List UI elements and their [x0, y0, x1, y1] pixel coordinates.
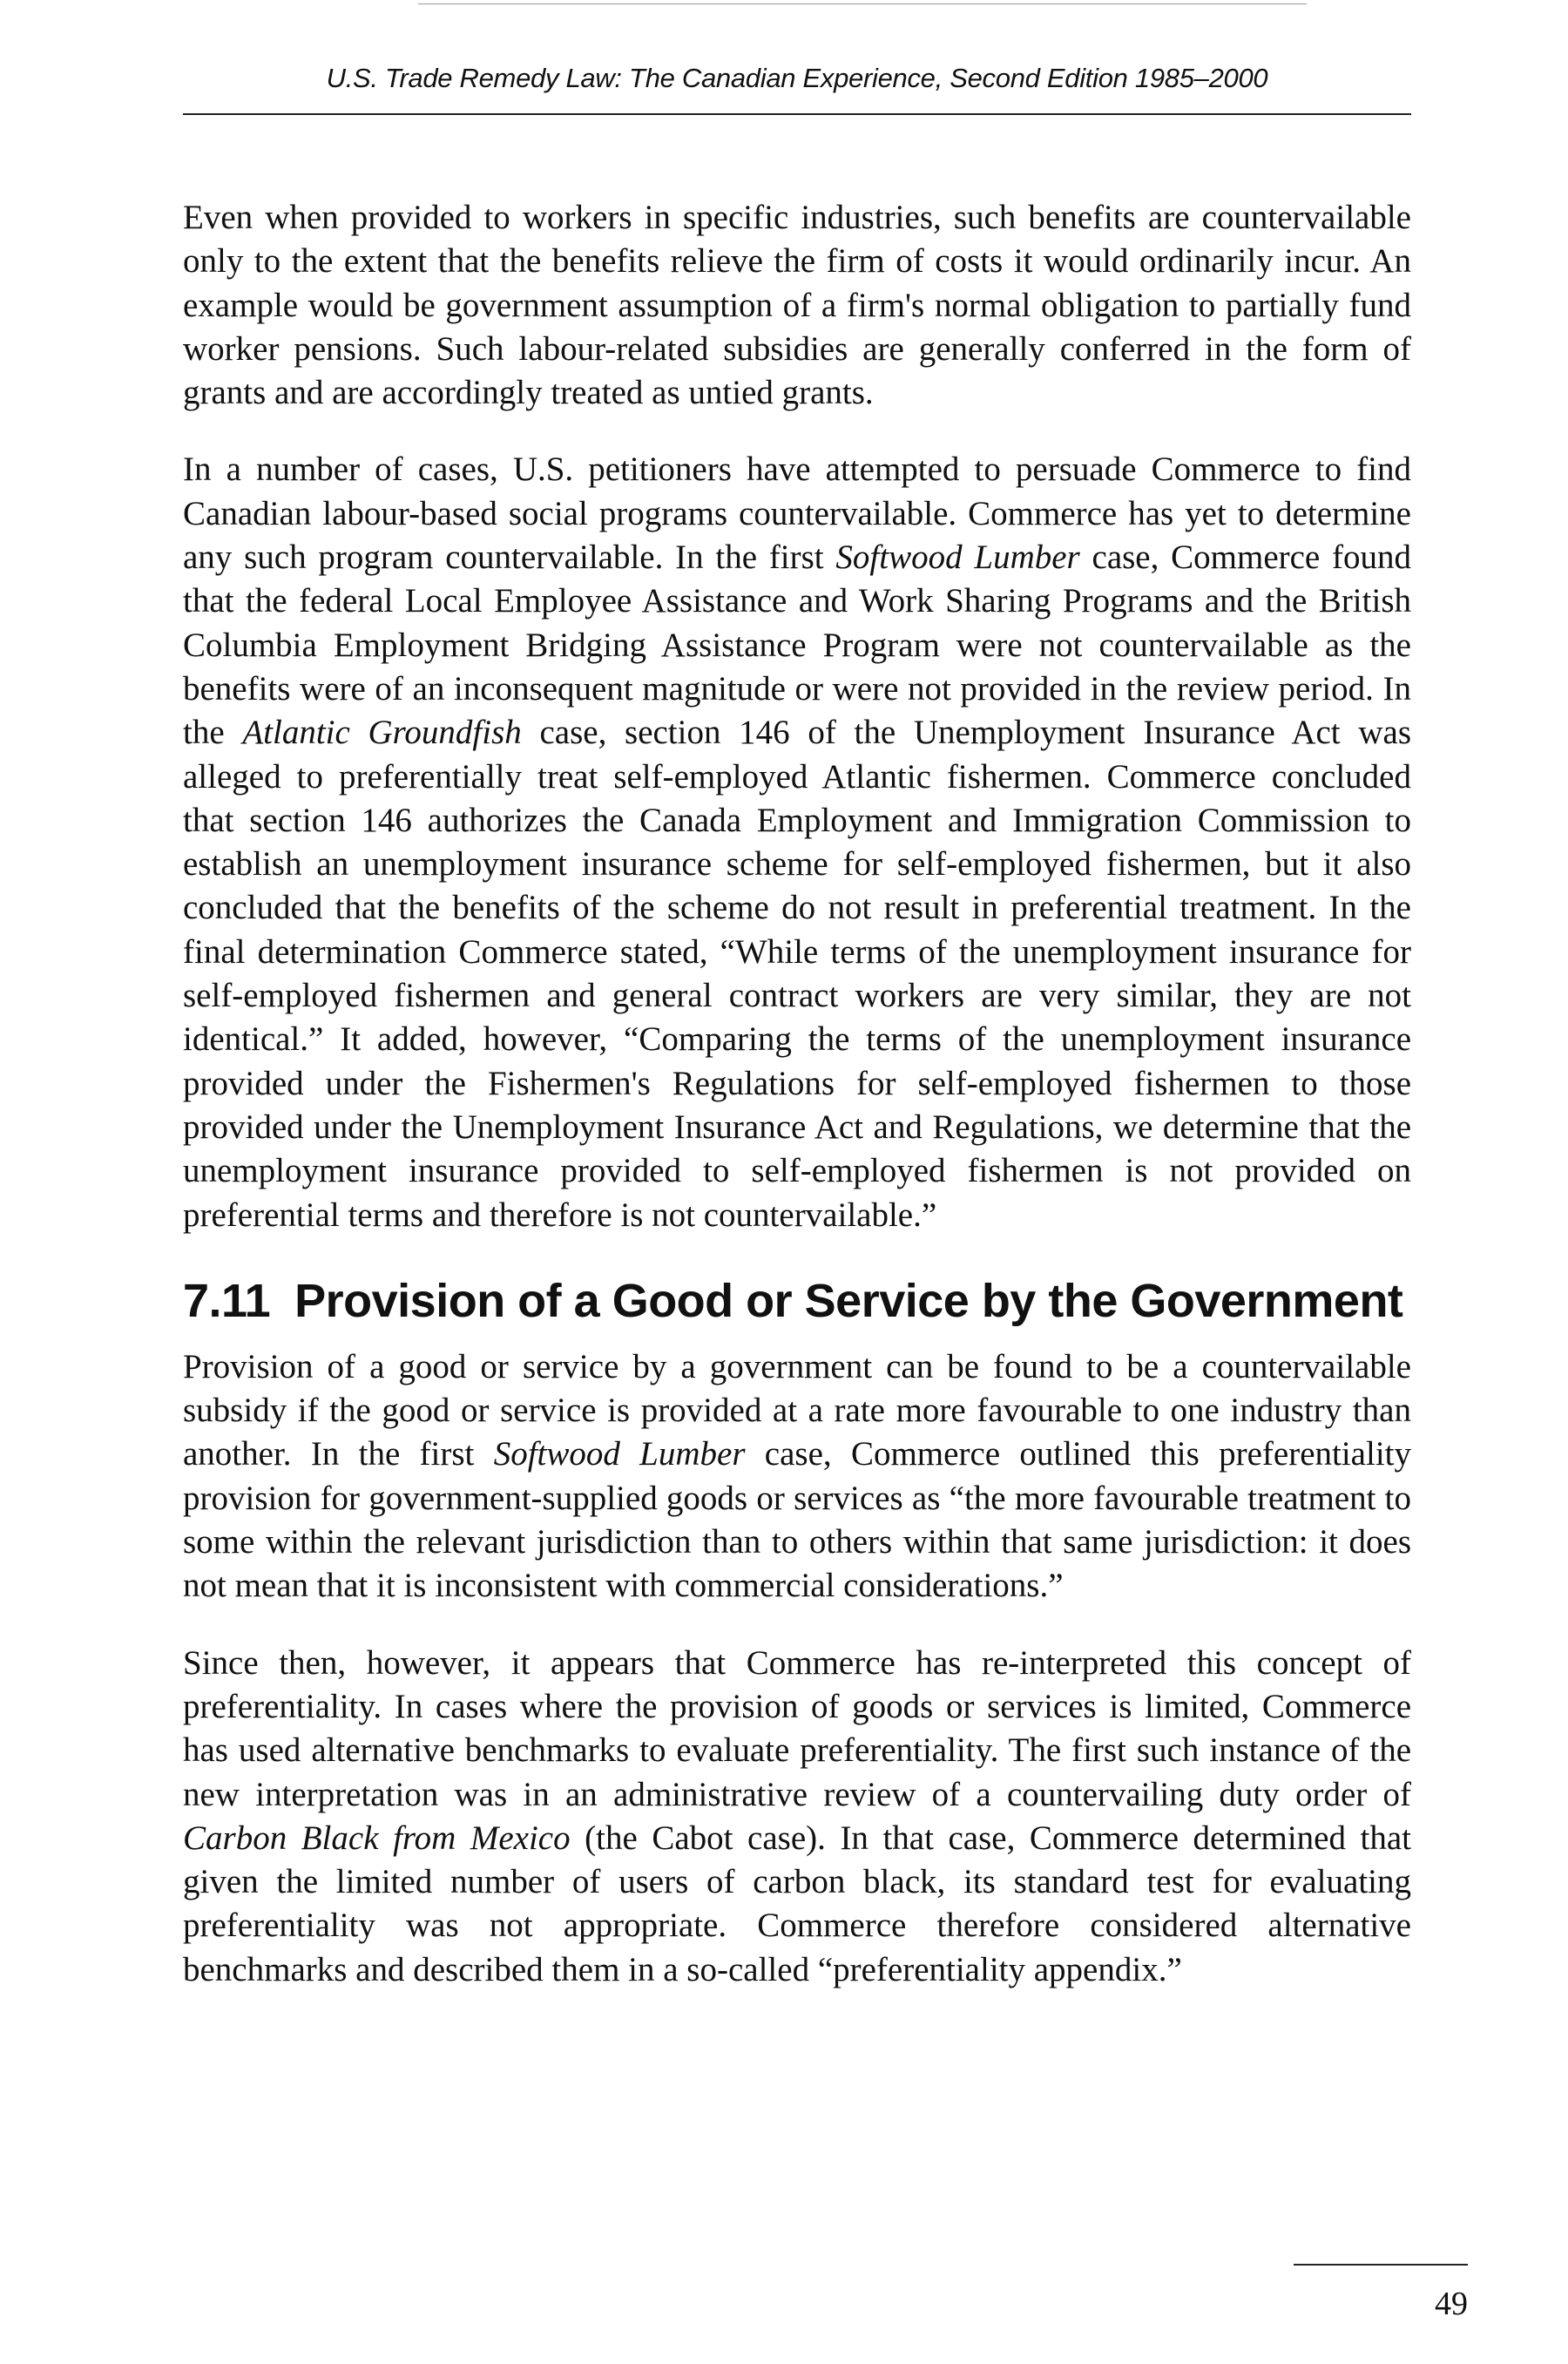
case-name-softwood-lumber: Softwood Lumber	[835, 539, 1080, 577]
section-number: 7.11	[183, 1274, 271, 1327]
scan-top-edge-line	[418, 3, 1307, 4]
footer-rule	[1294, 2264, 1468, 2266]
running-header: U.S. Trade Remedy Law: The Canadian Experience, Second Edition 1985–2000	[326, 63, 1268, 93]
paragraph-provision-of-goods	[183, 1345, 1411, 1609]
text-run: case, Commerce found that the federal Local Employee Assistance and Work Sharing Programs and the British Columbia Employment Bridging Assistance Program were not countervailable as the benefits were of an inconsequent magnitude or were not provided in the review period. In the	[183, 539, 1411, 752]
text-run: Provision of a good or service by a government can be found to be a countervailable subsidy if the good or service is provided at a rate more favourable to one industry than another. In the first	[183, 1347, 1411, 1473]
text-run: In a number of cases, U.S. petitioners have attempted to persuade Commerce to find Canadian labour-based social programs countervailable. Commerce has yet to determine any such program countervailable. In the first	[183, 450, 1411, 577]
case-name-atlantic-groundfish: Atlantic Groundfish	[242, 714, 522, 752]
text-run: case, Commerce outlined this preferentiality provision for government-supplied goods or services as “the more favourable treatment to some within the relevant jurisdiction than to others within that same jurisdiction: it does not mean that it is inconsistent with commercial considerations.”	[183, 1435, 1411, 1605]
section-title: Provision of a Good or Service by the Government	[294, 1274, 1403, 1327]
paragraph-labour-subsidies: Even when provided to workers in specific industries, such benefits are countervailable only to the extent that the benefits relieve the firm of costs it would ordinarily incur. An example would be government assumption of a firm's normal obligation to partially fund worker pensions. Such labour-related subsidies are generally conferred in the form of grants and are accordingly treated as untied grants.	[183, 199, 1411, 412]
paragraph-preferentiality	[183, 1642, 1411, 1992]
text-run: (the Cabot case). In that case, Commerce determined that given the limited number of users of carbon black, its standard test for evaluating preferentiality was not appropriate. Commerce therefore considered alternative benchmarks and described them in a so-called “preferentiality appendix.”	[183, 1819, 1412, 1988]
paragraph-labour-programs	[183, 448, 1411, 1236]
case-name-carbon-black: Carbon Black from Mexico	[183, 1819, 571, 1857]
case-name-softwood-lumber: Softwood Lumber	[493, 1435, 746, 1473]
page-number: 49	[1435, 2286, 1468, 2322]
text-run: Since then, however, it appears that Commerce has re-interpreted this concept of preferentiality. In cases where the provision of goods or services is limited, Commerce has used alternative benchmarks to evaluate preferentiality. The first such instance of the new interpretation was in an administrative review of a countervailing duty order of	[183, 1643, 1411, 1813]
page-body	[183, 196, 1411, 1992]
header-rule	[183, 113, 1411, 115]
text-run: case, section 146 of the Unemployment Insurance Act was alleged to preferentially treat self-employed Atlantic fishermen. Commerce concluded that section 146 authorizes the Canada Employment and Immigration Commission to establish an unemployment insurance scheme for self-employed fishermen, but it also concluded that the benefits of the scheme do not result in preferential treatment. In the final determination Commerce stated, “While terms of the unemployment insurance for self-employed fishermen and general contract workers are very similar, they are not identical.” It added, however, “Comparing the terms of the unemployment insurance provided under the Fishermen's Regulations for self-employed fishermen to those provided under the Unemployment Insurance Act and Regulations, we determine that the unemployment insurance provided to self-employed fishermen is not provided on preferential terms and therefore is not countervailable.”	[183, 714, 1411, 1234]
section-heading	[183, 1272, 1411, 1330]
